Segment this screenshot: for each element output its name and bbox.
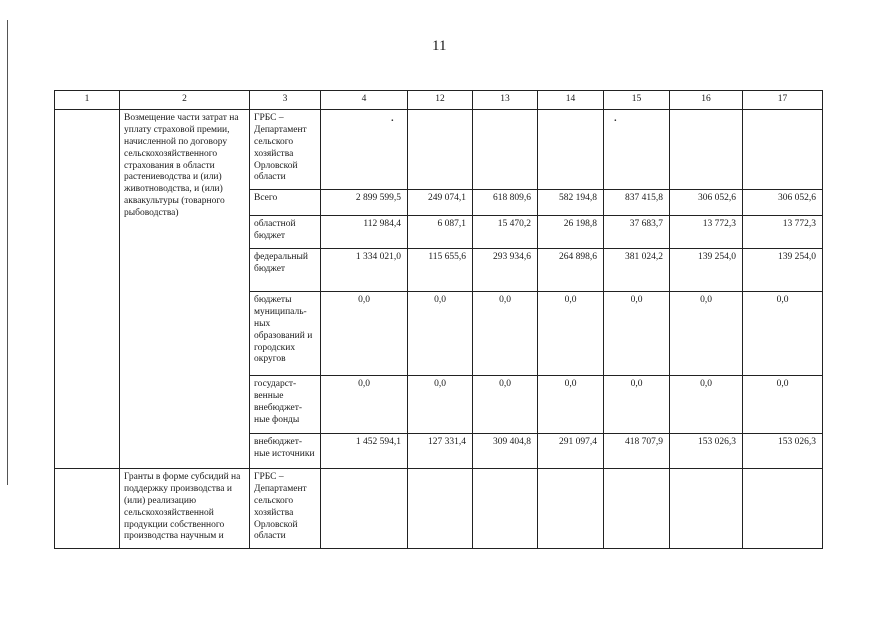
value-cell: 249 074,1 [408,190,473,216]
value-cell: 37 683,7 [604,216,670,249]
header-cell: 13 [473,91,538,110]
measure-title: Возмещение части затрат на уплату страховой премии, начисленной по договору сельскохозяйственного страхования в области растениеводства и (или) животноводства, и (или) аквакультуры (товарного рыбоводства) [120,110,250,469]
value-cell: 618 809,6 [473,190,538,216]
table-row [55,110,823,190]
value-cell: 0,0 [670,376,743,434]
value-cell: 112 984,4 [321,216,408,249]
cell-empty [670,469,743,549]
value-cell: 0,0 [604,376,670,434]
header-cell: 16 [670,91,743,110]
value-cell: 0,0 [670,292,743,376]
value-cell: 418 707,9 [604,434,670,469]
cell-empty [408,469,473,549]
cell-empty [473,110,538,190]
cell-empty [55,469,120,549]
value-cell: 153 026,3 [670,434,743,469]
cell-empty [604,469,670,549]
value-cell: 0,0 [473,292,538,376]
table-row [55,469,823,549]
value-cell: 1 334 021,0 [321,249,408,292]
value-cell: 306 052,6 [670,190,743,216]
row-label: Всего [250,190,321,216]
cell-empty [538,469,604,549]
cell-empty [743,469,823,549]
header-cell: 14 [538,91,604,110]
value-cell: 15 470,2 [473,216,538,249]
value-cell: 6 087,1 [408,216,473,249]
header-cell: 1 [55,91,120,110]
value-cell: 582 194,8 [538,190,604,216]
value-cell: 0,0 [408,376,473,434]
value-cell: 0,0 [321,376,408,434]
cell-empty [670,110,743,190]
cell-empty [473,469,538,549]
value-cell: 139 254,0 [743,249,823,292]
value-cell: 127 331,4 [408,434,473,469]
cell-empty [321,469,408,549]
row-label: внебюджет-ные источники [250,434,321,469]
cell-empty [408,110,473,190]
row-label: бюджеты муниципаль-ных образований и городских округов [250,292,321,376]
cell-empty: · [321,110,408,190]
value-cell: 264 898,6 [538,249,604,292]
cell-empty: · [604,110,670,190]
value-cell: 0,0 [321,292,408,376]
value-cell: 153 026,3 [743,434,823,469]
row-label: государст-венные внебюджет-ные фонды [250,376,321,434]
row-label: федеральный бюджет [250,249,321,292]
header-cell: 2 [120,91,250,110]
value-cell: 1 452 594,1 [321,434,408,469]
cell-empty [538,110,604,190]
value-cell: 13 772,3 [743,216,823,249]
header-cell: 17 [743,91,823,110]
page-number: 11 [432,38,447,54]
value-cell: 293 934,6 [473,249,538,292]
value-cell: 115 655,6 [408,249,473,292]
value-cell: 0,0 [538,376,604,434]
value-cell: 0,0 [408,292,473,376]
value-cell: 139 254,0 [670,249,743,292]
binding-margin-line [7,20,8,485]
header-cell: 12 [408,91,473,110]
row-label: областной бюджет [250,216,321,249]
value-cell: 0,0 [604,292,670,376]
value-cell: 291 097,4 [538,434,604,469]
header-row [55,91,823,110]
value-cell: 13 772,3 [670,216,743,249]
header-cell: 4 [321,91,408,110]
value-cell: 306 052,6 [743,190,823,216]
value-cell: 2 899 599,5 [321,190,408,216]
value-cell: 0,0 [743,376,823,434]
value-cell: 0,0 [743,292,823,376]
value-cell: 309 404,8 [473,434,538,469]
value-cell: 26 198,8 [538,216,604,249]
value-cell: 0,0 [538,292,604,376]
header-cell: 3 [250,91,321,110]
cell-empty [55,110,120,469]
header-cell: 15 [604,91,670,110]
measure-title: Гранты в форме субсидий на поддержку производства и (или) реализацию сельскохозяйственной продукции собственного производства научным и [120,469,250,549]
value-cell: 0,0 [473,376,538,434]
grbs-cell: ГРБС – Департамент сельского хозяйства Орловской области [250,110,321,190]
cell-empty [743,110,823,190]
grbs-cell: ГРБС – Департамент сельского хозяйства Орловской области [250,469,321,549]
budget-table [54,90,823,549]
value-cell: 381 024,2 [604,249,670,292]
value-cell: 837 415,8 [604,190,670,216]
